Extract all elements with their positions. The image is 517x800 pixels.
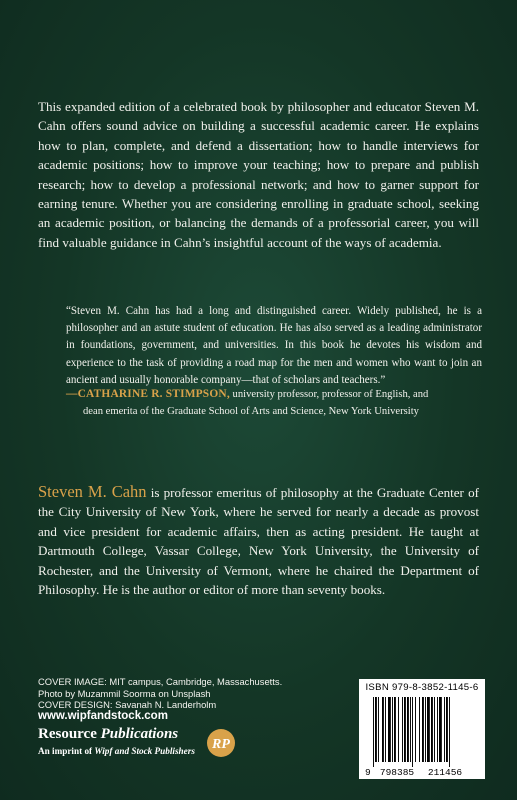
back-cover-blurb: This expanded edition of a celebrated book by philosopher and educator Steven M. Cahn offers sound advice on building a successful academic career. He explains how to plan, complete, and defend a dissertation; how to handle interviews for academic positions; how to improve your teaching; how to prepare and publish research; how to develop a professional network; and how to garner support for earning tenure. Whether you are considering enrolling in graduate school, seeking an academic position, or balancing the demands of a professorial career, you will find valuable guidance in Cahn’s insightful account of the ways of academia.: [38, 99, 479, 250]
barcode-bar: [415, 697, 416, 762]
isbn-barcode: [359, 679, 485, 779]
barcode-graphic: [359, 679, 485, 779]
endorser-title-line2: dean emerita of the Graduate School of Arts and Science, New York University: [83, 405, 419, 417]
publisher-name-italic: Publications: [100, 726, 179, 742]
barcode-digit-first: 9: [365, 767, 371, 778]
imprint-italic: Wipf and Stock Publishers: [94, 746, 195, 756]
barcode-bar: [398, 697, 399, 762]
endorser-dash: —: [66, 388, 78, 400]
cover-image-credit: COVER IMAGE: MIT campus, Cambridge, Massachusetts.: [38, 676, 283, 687]
barcode-bars: [373, 697, 450, 767]
barcode-bar: [437, 697, 438, 762]
barcode-bar: [446, 697, 448, 762]
barcode-bar: [373, 697, 374, 767]
barcode-bar: [412, 697, 413, 767]
barcode-bar: [394, 697, 396, 762]
barcode-bar: [419, 697, 420, 762]
barcode-bar: [425, 697, 426, 762]
barcode-bar: [434, 697, 435, 762]
barcode-bar: [410, 697, 411, 762]
barcode-bar: [404, 697, 406, 762]
publisher-name: [38, 726, 178, 743]
barcode-digits-left: 798385: [379, 767, 415, 778]
barcode-bar: [439, 697, 442, 762]
barcode-bar: [385, 697, 386, 762]
photo-credit: Photo by Muzammil Soorma on Unsplash: [38, 687, 211, 699]
barcode-bar: [402, 697, 403, 762]
barcode-bar: [444, 697, 445, 762]
author-name: Steven M. Cahn: [38, 482, 147, 501]
endorsement-attribution: [66, 386, 490, 421]
barcode-bar: [378, 697, 379, 762]
barcode-bar: [427, 697, 430, 762]
publisher-logo-letters: RP: [212, 737, 230, 752]
cover-credits: [38, 676, 328, 711]
barcode-bar: [449, 697, 450, 767]
barcode-bar: [375, 697, 377, 762]
barcode-bar: [422, 697, 424, 762]
cover-design-credit: COVER DESIGN: Savanah N. Landerholm: [38, 699, 217, 711]
barcode-bar: [431, 697, 433, 762]
endorser-name: CATHARINE R. STIMPSON,: [77, 388, 230, 400]
publisher-name-plain: Resource: [38, 726, 101, 742]
publisher-logo: [206, 728, 236, 758]
isbn-number: ISBN 979-8-3852-1145-6: [365, 682, 479, 693]
author-bio: [38, 482, 479, 599]
barcode-digits-right: 211456: [427, 767, 463, 778]
imprint-plain: An imprint of: [38, 746, 95, 756]
barcode-bar: [407, 697, 409, 762]
endorser-title-line1: university professor, professor of English, and: [229, 389, 429, 400]
publisher-website: www.wipfandstock.com: [38, 710, 168, 722]
barcode-bar: [392, 697, 393, 762]
barcode-bar: [382, 697, 384, 762]
barcode-bar: [388, 697, 391, 762]
publisher-imprint: [38, 746, 195, 756]
author-bio-text: is professor emeritus of philosophy at the Graduate Center of the City University of New York, where he served for nearly a decade as provost and vice president for academic affairs, then as acting president. He taught at Dartmouth College, Vassar College, New York University, the University of Rochester, and the University of Vermont, where he chaired the Department of Philosophy. He is the author or editor of more than seventy books.: [38, 485, 479, 598]
endorsement-quote: “Steven M. Cahn has had a long and distinguished career. Widely published, he is a philosopher and an astute student of education. He has also served as a leading administrator in foundations, government, and universities. In this book he devotes his wisdom and experience to the task of providing a road map for the men and women who want to join an ancient and usually honorable company—that of scholars and teachers.”: [66, 305, 482, 386]
